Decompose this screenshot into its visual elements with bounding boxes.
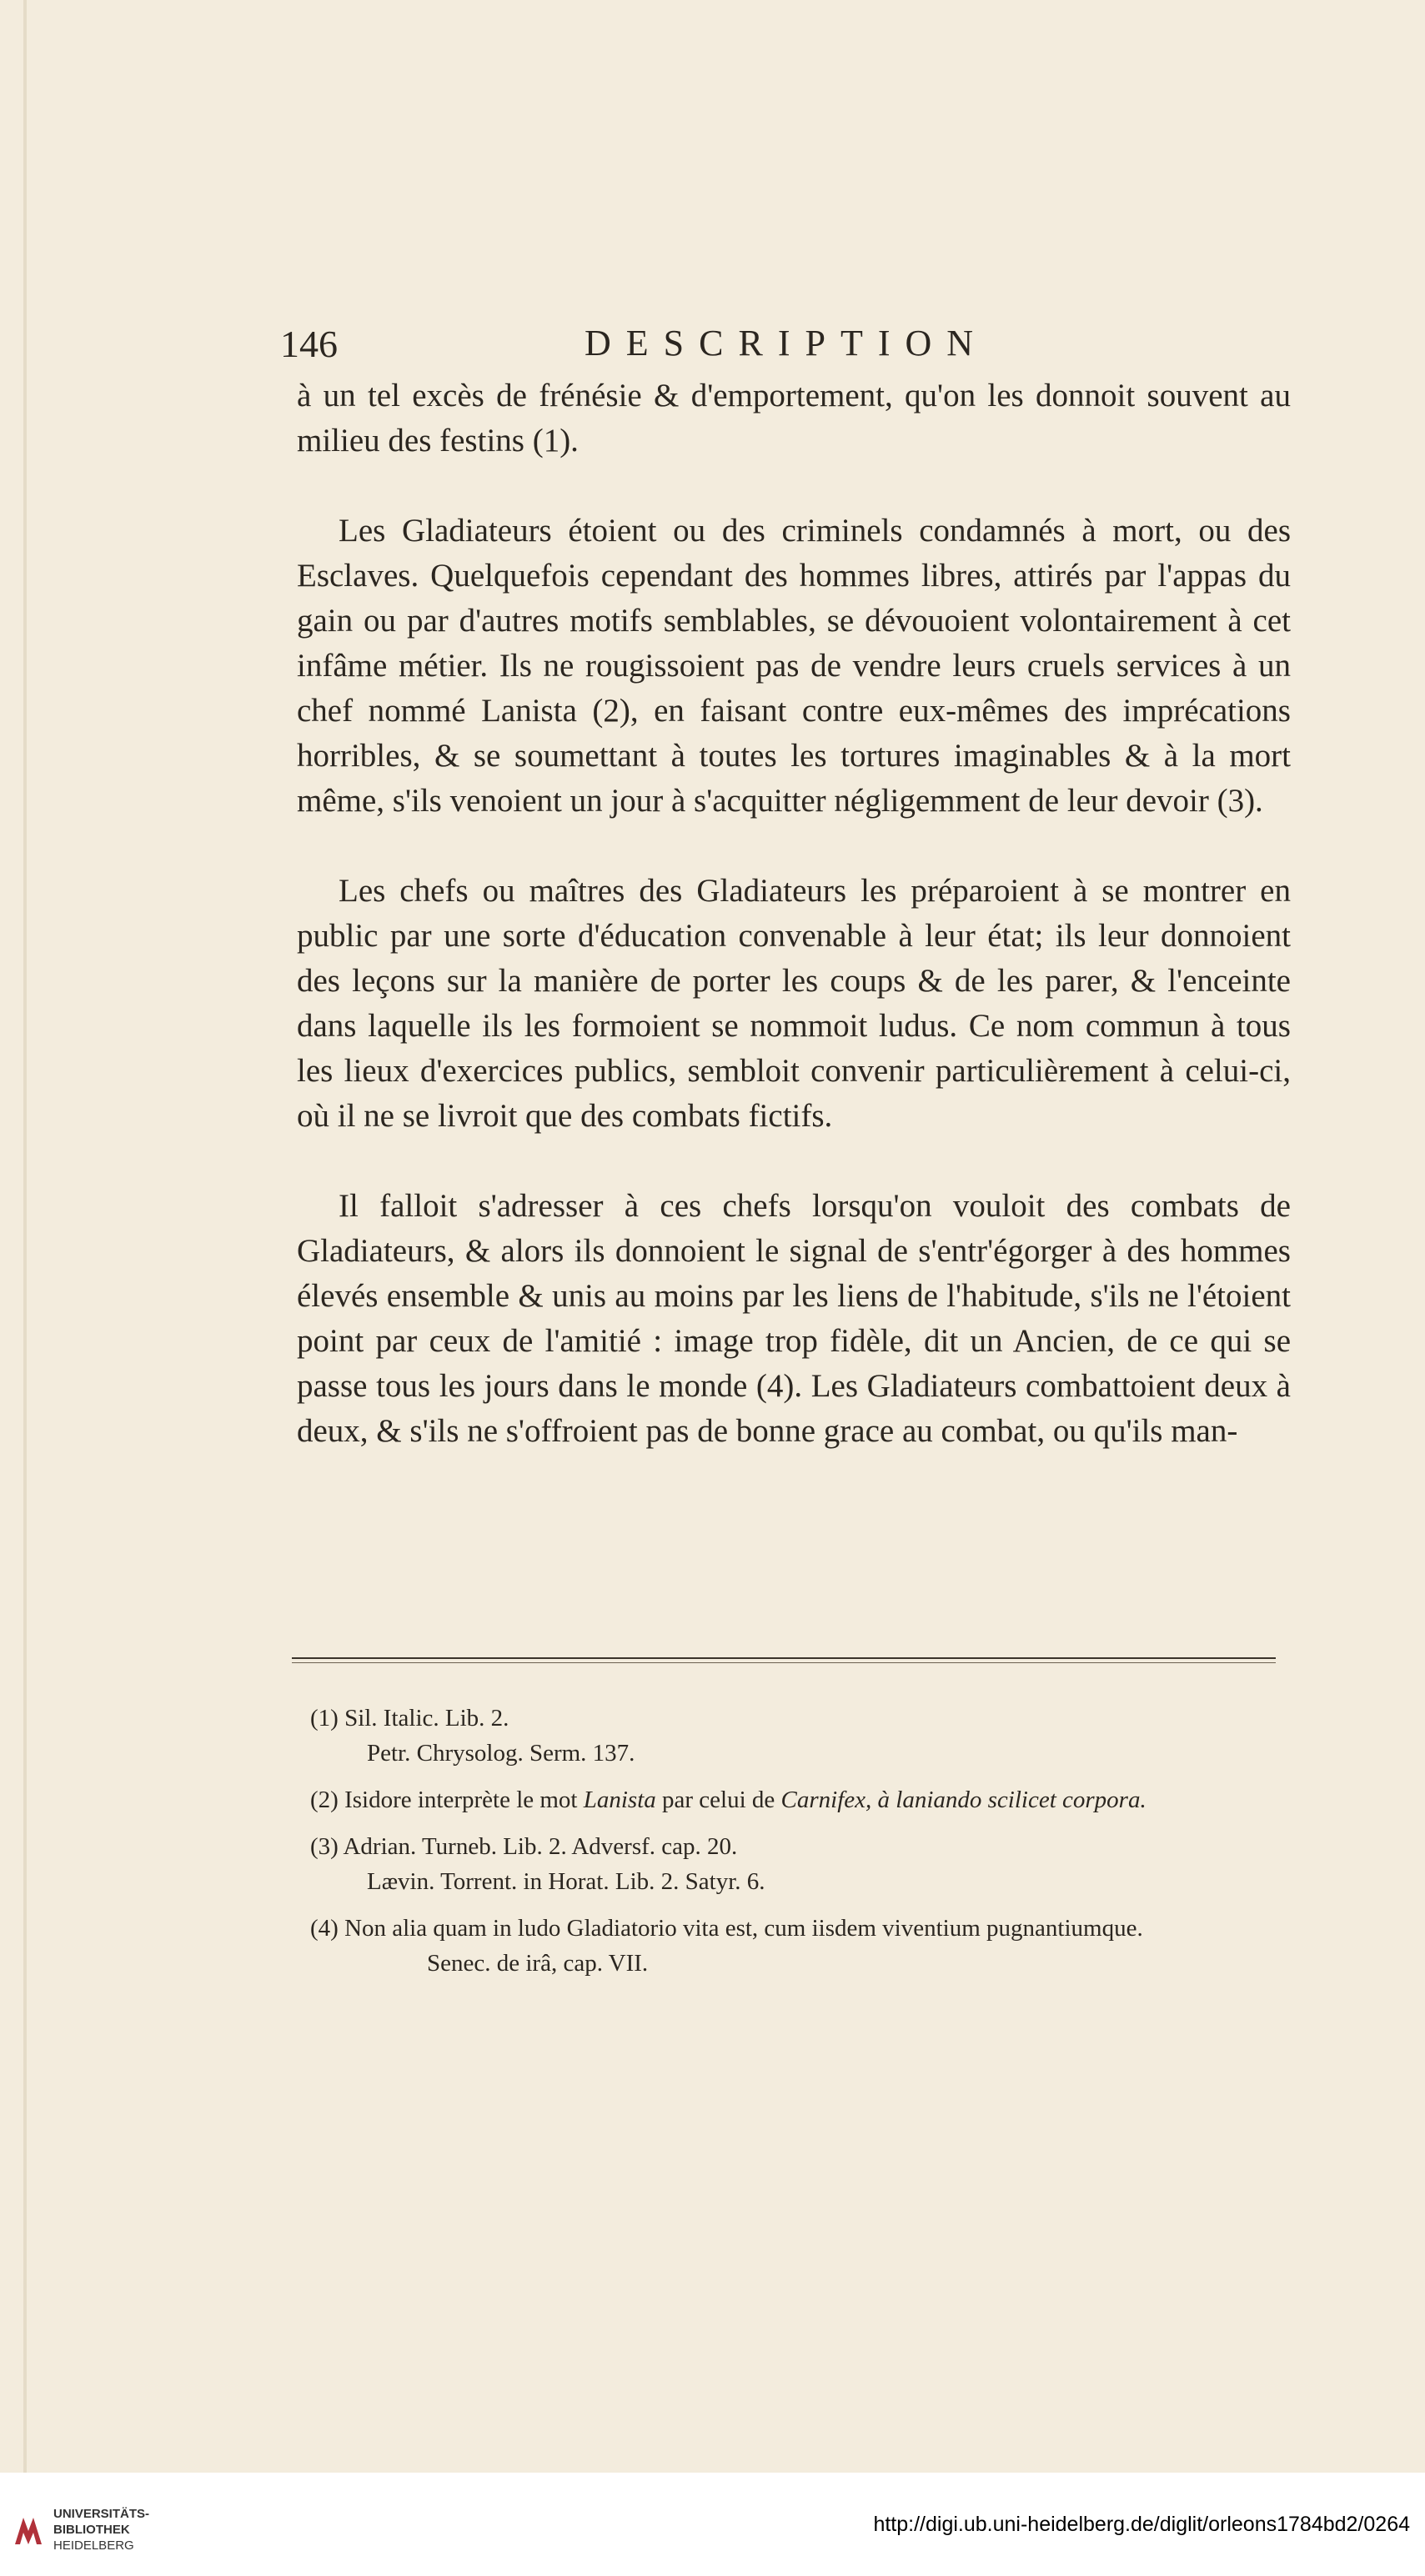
running-title: DESCRIPTION xyxy=(585,323,989,363)
footnote-3 xyxy=(287,1829,1279,1899)
footnote-1 xyxy=(287,1701,1279,1771)
footnote-2-text: (2) Isidore interprète le mot xyxy=(310,1787,578,1813)
footnote-1-line-1: (1) Sil. Italic. Lib. 2. xyxy=(310,1705,509,1732)
footnote-2-text-b: par celui de xyxy=(662,1787,775,1813)
library-name-line-2: BIBLIOTHEK xyxy=(53,2523,130,2537)
footnote-3-line-1: (3) Adrian. Turneb. Lib. 2. Adversf. cap. 20. xyxy=(310,1833,738,1860)
viewer-footer xyxy=(0,2473,1425,2576)
footnote-4-line-1: (4) Non alia quam in ludo Gladiatorio vita est, cum iisdem viventium pugnantiumque. xyxy=(310,1915,1143,1942)
footnote-2-term: Lanista xyxy=(583,1787,656,1813)
page-header xyxy=(280,322,1274,372)
paragraph-4: Il falloit s'adresser à ces chefs lorsqu'on vouloit des combats de Gladiateurs, & alors ils donnoient le signal de s'entr'égorger à des hommes élevés ensemble & unis au moins par les liens de l'habitude, s'ils ne l'étoient point par ceux de l'amitié : image trop fidèle, dit un Ancien, de ce qui se passe tous les jours dans le monde (4). Les Gladiateurs combattoient deux à deux, & s'ils ne s'offroient pas de bonne grace au combat, ou qu'ils man- xyxy=(297,1188,1291,1449)
permalink-url[interactable]: http://digi.ub.uni-heidelberg.de/diglit/orleons1784bd2/0264 xyxy=(873,2513,1410,2536)
library-name-line-3: HEIDELBERG xyxy=(53,2538,134,2553)
footnotes xyxy=(287,1701,1279,1981)
paragraph-1: à un tel excès de frénésie & d'emportement, qu'on les donnoit souvent au milieu des festins (1). xyxy=(297,378,1291,459)
library-logo-icon xyxy=(12,2511,45,2548)
paragraph-3: Les chefs ou maîtres des Gladiateurs les préparoient à se montrer en public par une sorte d'éducation convenable à leur état; ils leur donnoient des leçons sur la manière de porter les coups & de les parer, & l'enceinte dans laquelle ils les formoient se nommoit ludus. Ce nom commun à tous les lieux d'exercices publics, sembloit convenir particulièrement à celui-ci, où il ne se livroit que des combats fictifs. xyxy=(297,873,1291,1134)
library-name-line-1: UNIVERSITÄTS- xyxy=(53,2507,150,2521)
page-number: 146 xyxy=(280,323,338,365)
footnote-2 xyxy=(287,1782,1279,1817)
footnote-4 xyxy=(287,1911,1279,1981)
footnote-2-latin: Carnifex, à laniando scilicet corpora. xyxy=(780,1787,1147,1813)
library-name xyxy=(53,2506,149,2553)
paper-edge xyxy=(23,0,27,2473)
footnote-rule-thin xyxy=(292,1662,1276,1663)
footnote-1-line-2: Petr. Chrysolog. Serm. 137. xyxy=(367,1740,635,1767)
footnote-3-line-2: Lævin. Torrent. in Horat. Lib. 2. Satyr. 6. xyxy=(367,1868,765,1895)
footnote-4-line-2: Senec. de irâ, cap. VII. xyxy=(427,1950,649,1977)
footnote-rule xyxy=(292,1657,1276,1659)
paragraph-2: Les Gladiateurs étoient ou des criminels condamnés à mort, ou des Esclaves. Quelquefois cependant des hommes libres, attirés par l'appas du gain ou par d'autres motifs semblables, se dévouoient volontairement à cet infâme métier. Ils ne rougissoient pas de vendre leurs cruels services à un chef nommé Lanista (2), en faisant contre eux-mêmes des imprécations horribles, & se soumettant à toutes les tortures imaginables & à la mort même, s'ils venoient un jour à s'acquitter négligemment de leur devoir (3). xyxy=(297,513,1291,819)
body-text xyxy=(297,373,1291,1499)
